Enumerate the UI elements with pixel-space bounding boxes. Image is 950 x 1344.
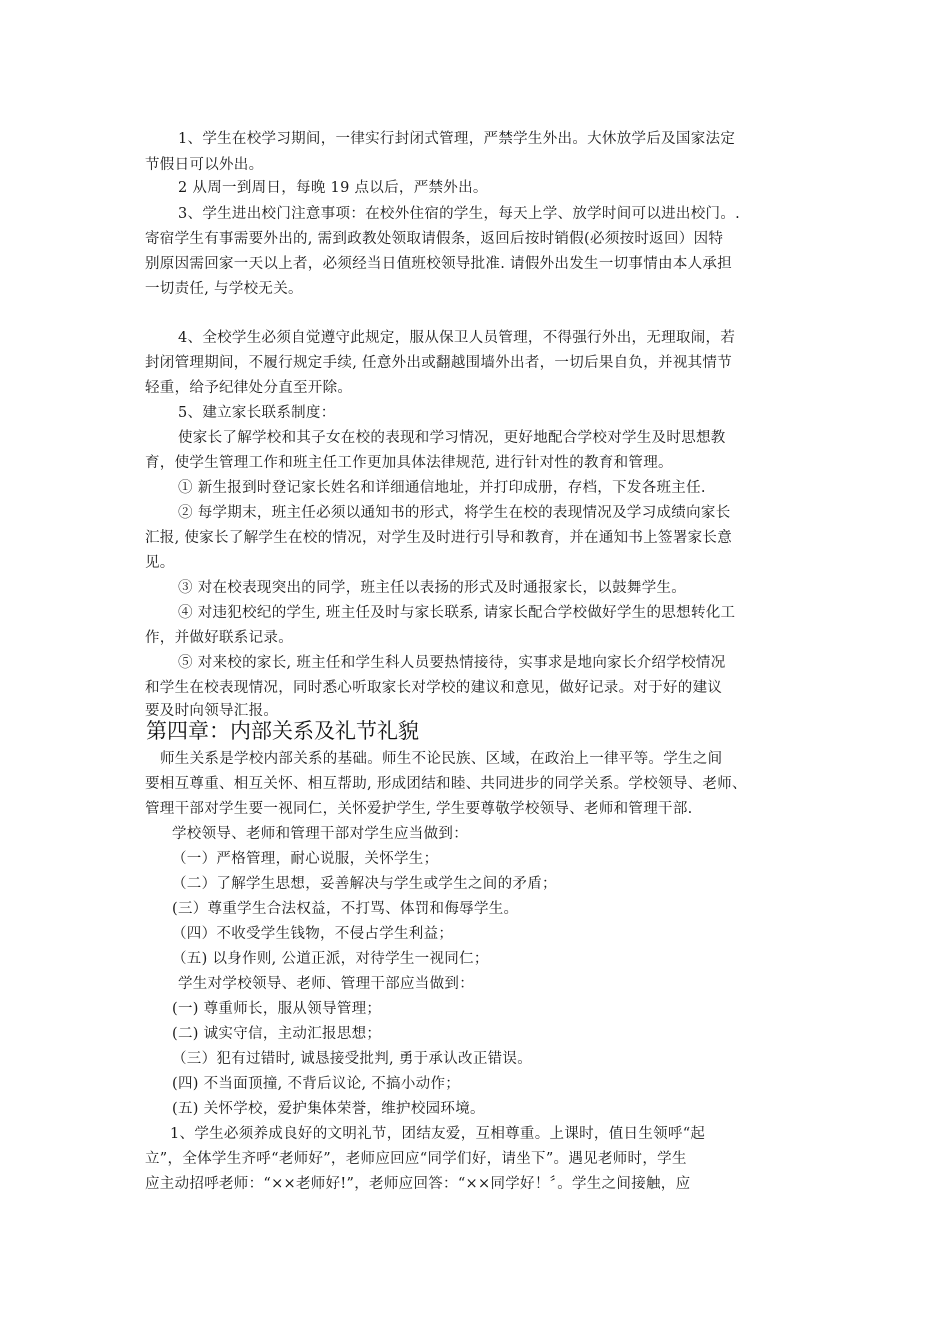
ch4-leaders-heading: 学校领导、老师和管理干部对学生应当做到：	[172, 826, 468, 842]
item-3-line: ③ 对在校表现突出的同学，班主任以表扬的形式及时通报家长，以鼓舞学生。	[178, 580, 687, 596]
item-1-line: ① 新生报到时登记家长姓名和详细通信地址，并打印成册，存档，下发各班主任.	[178, 480, 706, 496]
ch4-students-heading: 学生对学校领导、老师、管理干部应当做到：	[178, 976, 474, 992]
ch4-para-1-line-3: 管理干部对学生要一视同仁，关怀爱护学生, 学生要尊敬学校领导、老师和管理干部.	[145, 801, 693, 817]
ch4-students-item-4: (四) 不当面顶撞, 不背后议论, 不搞小动作；	[172, 1076, 461, 1092]
ch4-students-item-2: (二) 诚实守信，主动汇报思想；	[172, 1026, 382, 1042]
rule-4-line-1: 4、全校学生必须自觉遵守此规定，服从保卫人员管理，不得强行外出，无理取闹，若	[178, 330, 736, 346]
ch4-para-1-line-1: 师生关系是学校内部关系的基础。师生不论民族、区域，在政治上一律平等。学生之间	[160, 751, 723, 767]
rule-5-heading: 5、建立家长联系制度：	[178, 405, 336, 421]
chapter-4-title: 第四章：内部关系及礼节礼貌	[146, 719, 419, 743]
ch4-students-item-5: (五) 关怀学校，爱护集体荣誉，维护校园环境。	[172, 1101, 485, 1117]
rule-3-line-2: 寄宿学生有事需要外出的, 需到政教处领取请假条，返回后按时销假(必须按时返回）因特	[145, 231, 724, 247]
ch4-students-item-1: (一) 尊重师长，服从领导管理；	[172, 1001, 382, 1017]
rule-5-para-line-2: 育，使学生管理工作和班主任工作更加具体法律规范, 进行针对性的教育和管理。	[145, 455, 673, 471]
ch4-leaders-item-2: （二）了解学生思想，妥善解决与学生或学生之间的矛盾；	[172, 876, 557, 892]
item-5-line-1: ⑤ 对来校的家长, 班主任和学生科人员要热情接待，实事求是地向家长介绍学校情况	[178, 655, 726, 671]
item-4-line-1: ④ 对违犯校纪的学生, 班主任及时与家长联系, 请家长配合学校做好学生的思想转化工	[178, 605, 736, 621]
rule-3-line-1: 3、学生进出校门注意事项：在校外住宿的学生，每天上学、放学时间可以进出校门。.	[178, 206, 741, 222]
rule-5-para-line-1: 使家长了解学校和其子女在校的表现和学习情况，更好地配合学校对学生及时思想教	[178, 430, 726, 446]
rule-2-line: 2 从周一到周日，每晚 19 点以后，严禁外出。	[178, 180, 488, 196]
rule-1-line-2: 节假日可以外出。	[145, 157, 264, 173]
item-5-line-3: 要及时向领导汇报。	[145, 703, 279, 719]
ch4-etiquette-line-2: 立”，全体学生齐呼“老师好”，老师应回应“同学们好，请坐下”。遇见老师时，学生	[145, 1151, 687, 1167]
item-4-line-2: 作，并做好联系记录。	[145, 630, 293, 646]
rule-3-line-3: 别原因需回家一天以上者，必须经当日值班校领导批准. 请假外出发生一切事情由本人承担	[145, 256, 733, 272]
rule-3-line-4: 一切责任, 与学校无关。	[145, 281, 303, 297]
rule-4-line-3: 轻重，给予纪律处分直至开除。	[145, 380, 353, 396]
ch4-students-item-3: （三）犯有过错时, 诚恳接受批判, 勇于承认改正错误。	[172, 1051, 533, 1067]
item-2-line-3: 见。	[145, 555, 175, 571]
ch4-leaders-item-3: (三）尊重学生合法权益，不打骂、体罚和侮辱学生。	[172, 901, 519, 917]
ch4-leaders-item-5: （五) 以身作则, 公道正派，对待学生一视同仁；	[172, 951, 489, 967]
ch4-leaders-item-1: （一）严格管理，耐心说服，关怀学生；	[172, 851, 439, 867]
item-5-line-2: 和学生在校表现情况，同时悉心听取家长对学校的建议和意见，做好记录。对于好的建议	[145, 680, 723, 696]
item-2-line-1: ② 每学期末，班主任必须以通知书的形式，将学生在校的表现情况及学习成绩向家长	[178, 505, 731, 521]
rule-1-line-1: 1、学生在校学习期间，一律实行封闭式管理，严禁学生外出。大休放学后及国家法定	[178, 131, 736, 147]
ch4-etiquette-line-1: 1、学生必须养成良好的文明礼节，团结友爱，互相尊重。上课时，值日生领呼“起	[170, 1126, 706, 1142]
ch4-leaders-item-4: （四）不收受学生钱物，不侵占学生利益；	[172, 926, 454, 942]
rule-4-line-2: 封闭管理期间，不履行规定手续, 任意外出或翻越围墙外出者，一切后果自负，并视其情节	[145, 355, 733, 371]
ch4-para-1-line-2: 要相互尊重、相互关怀、相互帮助, 形成团结和睦、共同进步的同学关系。学校领导、老师、	[145, 776, 747, 792]
ch4-etiquette-line-3: 应主动招呼老师：“××老师好!”，老师应回答：“××同学好！〞。学生之间接触，应	[145, 1176, 691, 1192]
item-2-line-2: 汇报, 使家长了解学生在校的情况，对学生及时进行引导和教育，并在通知书上签署家长意	[145, 530, 733, 546]
